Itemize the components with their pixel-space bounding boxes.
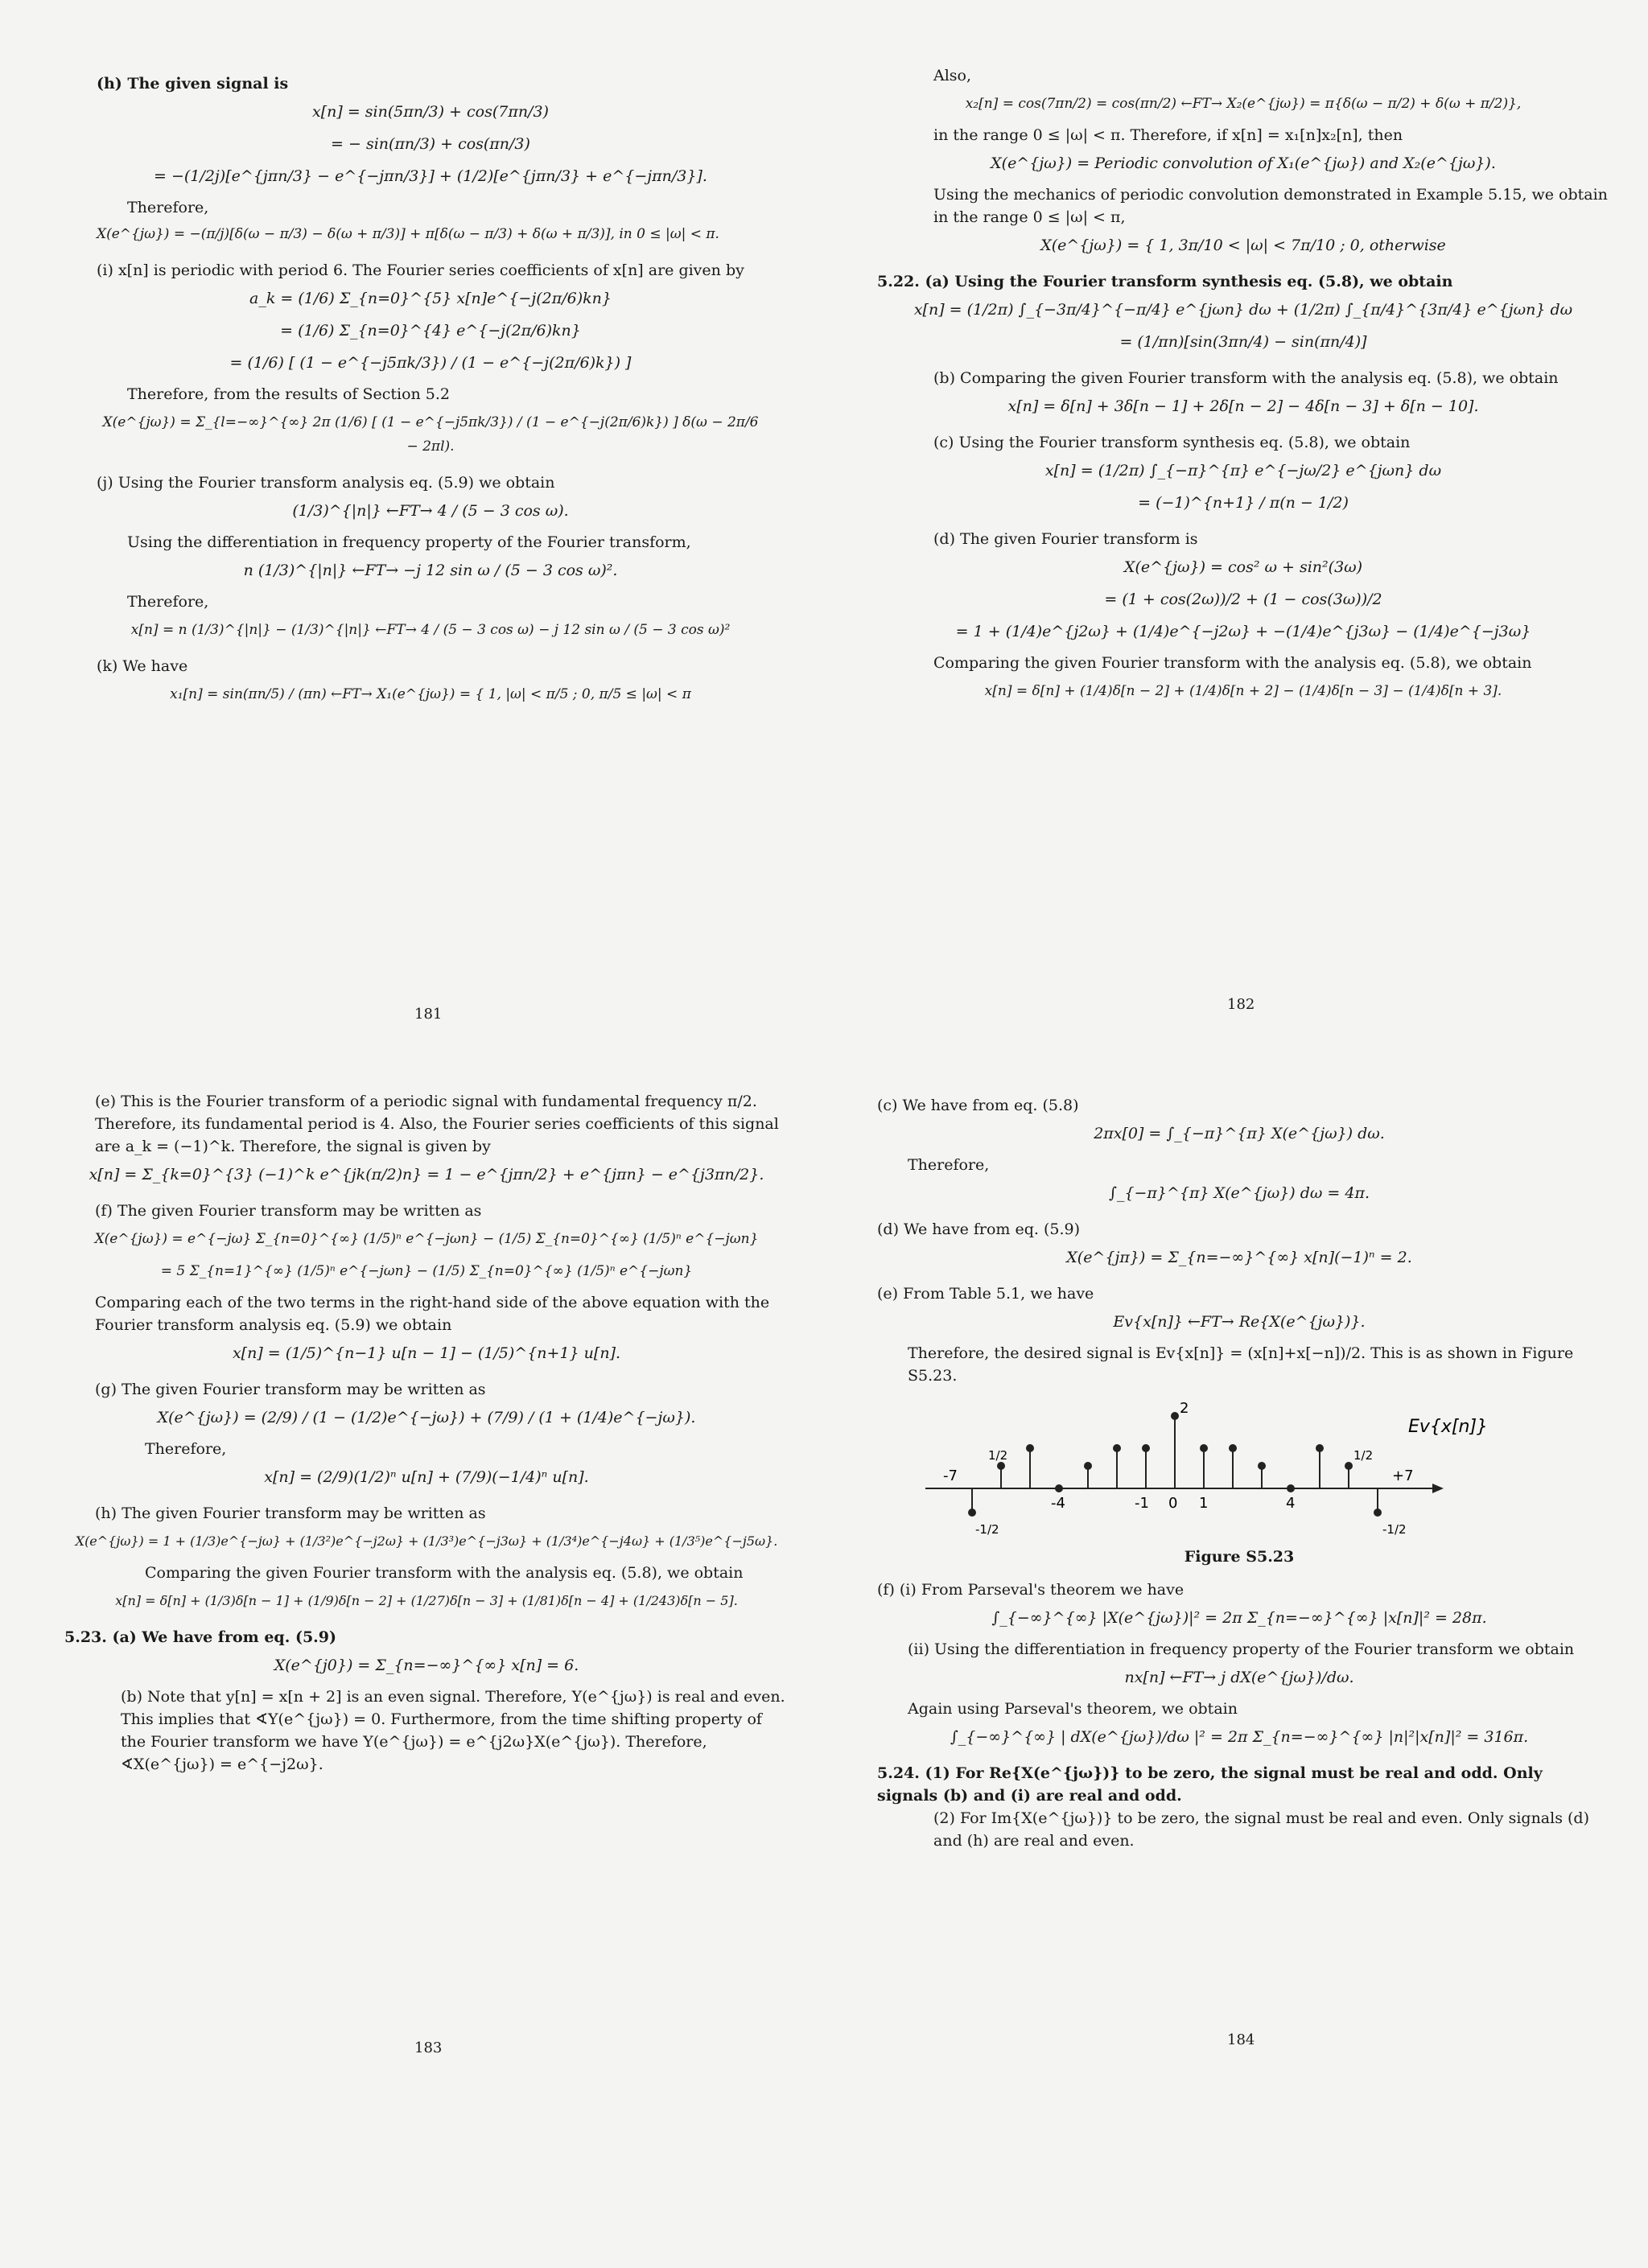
tick-label: -1 xyxy=(1135,1495,1149,1512)
equation: x₁[n] = sin(πn/5) / (πn) ←FT→ X₁(e^{jω}) = { 1, |ω| < π/5 ; 0, π/5 ≤ |ω| < π xyxy=(170,686,691,702)
equation: nx[n] ←FT→ j dX(e^{jω})/dω. xyxy=(1124,1669,1354,1686)
body-text: Also, xyxy=(933,67,972,84)
body-text: Comparing the given Fourier transform with the analysis eq. (5.8), we obtain xyxy=(145,1564,744,1582)
part-e-text: (e) This is the Fourier transform of a periodic signal with fundamental frequency π/2. Therefore, its fundamental period is 4. Also, the Fourier series coefficients of this signal are a_k = (−1)^k. Therefore, the signal is given by xyxy=(95,1093,779,1155)
tick-label: 4 xyxy=(1286,1495,1296,1512)
equation: x[n] = δ[n] + (1/4)δ[n − 2] + (1/4)δ[n + 2] − (1/4)δ[n − 3] − (1/4)δ[n + 3]. xyxy=(984,683,1502,699)
part-i-label: (i) x[n] is periodic with period 6. The Fourier series coefficients of x[n] are given by xyxy=(97,261,744,279)
part-d-label: (d) We have from eq. (5.9) xyxy=(877,1220,1081,1238)
equation: = − sin(πn/3) + cos(πn/3) xyxy=(331,135,530,153)
equation: X(e^{jω}) = e^{−jω} Σ_{n=0}^{∞} (1/5)ⁿ e^{−jωn} − (1/5) Σ_{n=0}^{∞} (1/5)ⁿ e^{−jωn} xyxy=(94,1231,759,1247)
equation: = (1 + cos(2ω))/2 + (1 − cos(3ω))/2 xyxy=(1104,591,1382,608)
equation: = (1/6) Σ_{n=0}^{4} e^{−j(2π/6)kn} xyxy=(280,322,581,340)
part-j-label: (j) Using the Fourier transform analysis eq. (5.9) we obtain xyxy=(97,474,555,492)
page-183 xyxy=(64,1090,789,1788)
part-b-text: (b) Note that y[n] = x[n + 2] is an even signal. Therefore, Y(e^{jω}) is real and even. This implies that ∢Y(e^{jω}) = 0. Furthermore, from the time shifting property of the Fourier transform we have Y(e^{jω}) = e^{j2ω}X(e^{jω}). Therefore, ∢X(e^{jω}) = e^{−j2ω}. xyxy=(121,1688,785,1773)
part-c-label: (c) Using the Fourier transform synthesis eq. (5.8), we obtain xyxy=(933,434,1411,451)
equation: a_k = (1/6) Σ_{n=0}^{5} x[n]e^{−j(2π/6)kn} xyxy=(249,290,612,307)
figure-s5-23 xyxy=(909,1400,1521,1545)
problem-5-24-part-2: (2) For Im{X(e^{jω})} to be zero, the signal must be real and even. Only signals (d) and (h) are real and even. xyxy=(933,1809,1589,1850)
equation: = 1 + (1/4)e^{j2ω} + (1/4)e^{−j2ω} + −(1/4)e^{j3ω} − (1/4)e^{−j3ω} xyxy=(955,623,1531,640)
equation: X(e^{jω}) = Periodic convolution of X₁(e^{jω}) and X₂(e^{jω}). xyxy=(991,154,1496,172)
equation: Ev{x[n]} ←FT→ Re{X(e^{jω})}. xyxy=(1113,1313,1366,1331)
page-number: 183 xyxy=(414,2040,443,2056)
tick-label: 0 xyxy=(1168,1495,1178,1512)
therefore-text: Therefore, xyxy=(127,593,209,611)
therefore-text: Therefore, from the results of Section 5.2 xyxy=(127,385,450,403)
equation: X(e^{jω}) = cos² ω + sin²(3ω) xyxy=(1123,558,1363,576)
equation: X(e^{jω}) = Σ_{l=−∞}^{∞} 2π (1/6) [ (1 − e^{−j5πk/3}) / (1 − e^{−j(2π/6)k}) ] δ(ω − 2π/6 − 2πl). xyxy=(102,414,759,455)
part-k-label: (k) We have xyxy=(97,657,188,675)
page-number: 181 xyxy=(414,1006,443,1023)
page-number: 184 xyxy=(1227,2031,1255,2048)
page-184 xyxy=(877,1094,1601,1865)
body-text: Comparing the given Fourier transform with the analysis eq. (5.8), we obtain xyxy=(933,654,1532,672)
figure-title: Ev{x[n]} xyxy=(1408,1417,1489,1437)
figure-caption: Figure S5.23 xyxy=(1184,1548,1295,1566)
body-text: Comparing each of the two terms in the right-hand side of the above equation with the Fourier transform analysis eq. (5.9) we obtain xyxy=(95,1294,770,1334)
value-label: -1/2 xyxy=(975,1522,999,1537)
equation: ∫_{−π}^{π} X(e^{jω}) dω = 4π. xyxy=(1109,1184,1370,1202)
equation: 2πx[0] = ∫_{−π}^{π} X(e^{jω}) dω. xyxy=(1094,1125,1385,1142)
body-text: Using the mechanics of periodic convolution demonstrated in Example 5.15, we obtain in the range 0 ≤ |ω| < π, xyxy=(933,186,1608,226)
part-f-label: (f) The given Fourier transform may be written as xyxy=(95,1202,482,1220)
therefore-text: Therefore, xyxy=(127,199,209,216)
equation: x₂[n] = cos(7πn/2) = cos(πn/2) ←FT→ X₂(e^{jω}) = π{δ(ω − π/2) + δ(ω + π/2)}, xyxy=(965,96,1522,112)
equation: X(e^{jω}) = 1 + (1/3)e^{−jω} + (1/3²)e^{−j2ω} + (1/3³)e^{−j3ω} + (1/3⁴)e^{−j4ω} + (1/3⁵)e^{−j5ω}. xyxy=(75,1533,778,1549)
equation: = (1/6) [ (1 − e^{−j5πk/3}) / (1 − e^{−j(2π/6)k}) ] xyxy=(229,354,632,372)
equation: x[n] = sin(5πn/3) + cos(7πn/3) xyxy=(312,103,549,121)
part-h-label: (h) The given Fourier transform may be written as xyxy=(95,1504,486,1522)
value-label: 1/2 xyxy=(988,1448,1008,1463)
equation: = 5 Σ_{n=1}^{∞} (1/5)ⁿ e^{−jωn} − (1/5) Σ_{n=0}^{∞} (1/5)ⁿ e^{−jωn} xyxy=(160,1263,693,1279)
page-number: 182 xyxy=(1227,996,1255,1013)
body-text: Again using Parseval's theorem, we obtain xyxy=(908,1700,1238,1718)
part-f-label: (f) (i) From Parseval's theorem we have xyxy=(877,1581,1184,1599)
body-text: Therefore, the desired signal is Ev{x[n]} = (x[n]+x[−n])/2. This is as shown in Figure S5.23. xyxy=(908,1344,1574,1385)
part-d-label: (d) The given Fourier transform is xyxy=(933,530,1198,548)
equation: = (−1)^{n+1} / π(n − 1/2) xyxy=(1138,494,1349,512)
equation: x[n] = (1/2π) ∫_{−π}^{π} e^{−jω/2} e^{jωn} dω xyxy=(1044,462,1442,480)
equation: ∫_{−∞}^{∞} |X(e^{jω})|² = 2π Σ_{n=−∞}^{∞} |x[n]|² = 28π. xyxy=(991,1609,1487,1627)
body-text: in the range 0 ≤ |ω| < π. Therefore, if x[n] = x₁[n]x₂[n], then xyxy=(933,126,1403,144)
tick-label: -7 xyxy=(943,1467,958,1484)
therefore-text: Therefore, xyxy=(908,1156,990,1174)
part-e-label: (e) From Table 5.1, we have xyxy=(877,1285,1094,1303)
equation: ∫_{−∞}^{∞} | dX(e^{jω})/dω |² = 2π Σ_{n=−∞}^{∞} |n|²|x[n]|² = 316π. xyxy=(950,1728,1529,1746)
tick-label: +7 xyxy=(1392,1467,1414,1484)
equation: = −(1/2j)[e^{jπn/3} − e^{−jπn/3}] + (1/2)[e^{jπn/3} + e^{−jπn/3}]. xyxy=(154,167,707,185)
equation: = (1/πn)[sin(3πn/4) − sin(πn/4)] xyxy=(1119,333,1367,351)
equation: X(e^{j0}) = Σ_{n=−∞}^{∞} x[n] = 6. xyxy=(274,1657,579,1674)
body-text: Using the differentiation in frequency property of the Fourier transform, xyxy=(127,533,691,551)
therefore-text: Therefore, xyxy=(145,1440,227,1458)
equation: x[n] = (2/9)(1/2)ⁿ u[n] + (7/9)(−1/4)ⁿ u[n]. xyxy=(264,1468,589,1486)
arrow-icon xyxy=(1432,1484,1444,1493)
page-181 xyxy=(97,72,764,719)
equation: x[n] = n (1/3)^{|n|} − (1/3)^{|n|} ←FT→ 4 / (5 − 3 cos ω) − j 12 sin ω / (5 − 3 cos ω)² xyxy=(130,622,731,638)
problem-5-24-part-1: 5.24. (1) For Re{X(e^{jω})} to be zero, the signal must be real and odd. Only signals (b) and (i) are real and odd. xyxy=(877,1764,1543,1805)
part-c-label: (c) We have from eq. (5.8) xyxy=(877,1097,1079,1114)
value-label: 2 xyxy=(1180,1400,1189,1417)
equation: x[n] = δ[n] + 3δ[n − 1] + 2δ[n − 2] − 4δ[n − 3] + δ[n − 10]. xyxy=(1007,397,1479,415)
body-text: (ii) Using the differentiation in frequency property of the Fourier transform we obtain xyxy=(908,1640,1575,1658)
value-label: -1/2 xyxy=(1382,1522,1407,1537)
part-h-label: (h) The given signal is xyxy=(97,75,289,93)
equation: x[n] = (1/2π) ∫_{−3π/4}^{−π/4} e^{jωn} dω + (1/2π) ∫_{π/4}^{3π/4} e^{jωn} dω xyxy=(913,301,1573,319)
equation: (1/3)^{|n|} ←FT→ 4 / (5 − 3 cos ω). xyxy=(292,502,569,520)
part-b-label: (b) Comparing the given Fourier transform with the analysis eq. (5.8), we obtain xyxy=(933,369,1559,387)
equation: x[n] = (1/5)^{n−1} u[n − 1] − (1/5)^{n+1} u[n]. xyxy=(232,1344,621,1362)
tick-label: -4 xyxy=(1051,1495,1065,1512)
equation: X(e^{jπ}) = Σ_{n=−∞}^{∞} x[n](−1)ⁿ = 2. xyxy=(1066,1249,1412,1266)
equation: n (1/3)^{|n|} ←FT→ −j 12 sin ω / (5 − 3 cos ω)². xyxy=(243,562,618,579)
equation: x[n] = Σ_{k=0}^{3} (−1)^k e^{jk(π/2)n} = 1 − e^{jπn/2} + e^{jπn} − e^{j3πn/2}. xyxy=(89,1166,764,1183)
equation: x[n] = δ[n] + (1/3)δ[n − 1] + (1/9)δ[n − 2] + (1/27)δ[n − 3] + (1/81)δ[n − 4] + (1/243)δ[n − 5]. xyxy=(115,1593,738,1608)
equation: X(e^{jω}) = −(π/j)[δ(ω − π/3) − δ(ω + π/3)] + π[δ(ω − π/3) + δ(ω + π/3)], in 0 ≤ |ω| < π. xyxy=(97,226,719,242)
problem-5-23-a: 5.23. (a) We have from eq. (5.9) xyxy=(64,1628,336,1646)
part-g-label: (g) The given Fourier transform may be written as xyxy=(95,1381,486,1398)
tick-label: 1 xyxy=(1199,1495,1209,1512)
value-label: 1/2 xyxy=(1353,1448,1374,1463)
page-182 xyxy=(877,64,1609,716)
problem-5-22-a: 5.22. (a) Using the Fourier transform synthesis eq. (5.8), we obtain xyxy=(877,273,1453,290)
stem-plot xyxy=(909,1400,1521,1545)
equation: X(e^{jω}) = { 1, 3π/10 < |ω| < 7π/10 ; 0, otherwise xyxy=(1040,237,1446,254)
equation: X(e^{jω}) = (2/9) / (1 − (1/2)e^{−jω}) + (7/9) / (1 + (1/4)e^{−jω}). xyxy=(157,1409,696,1426)
